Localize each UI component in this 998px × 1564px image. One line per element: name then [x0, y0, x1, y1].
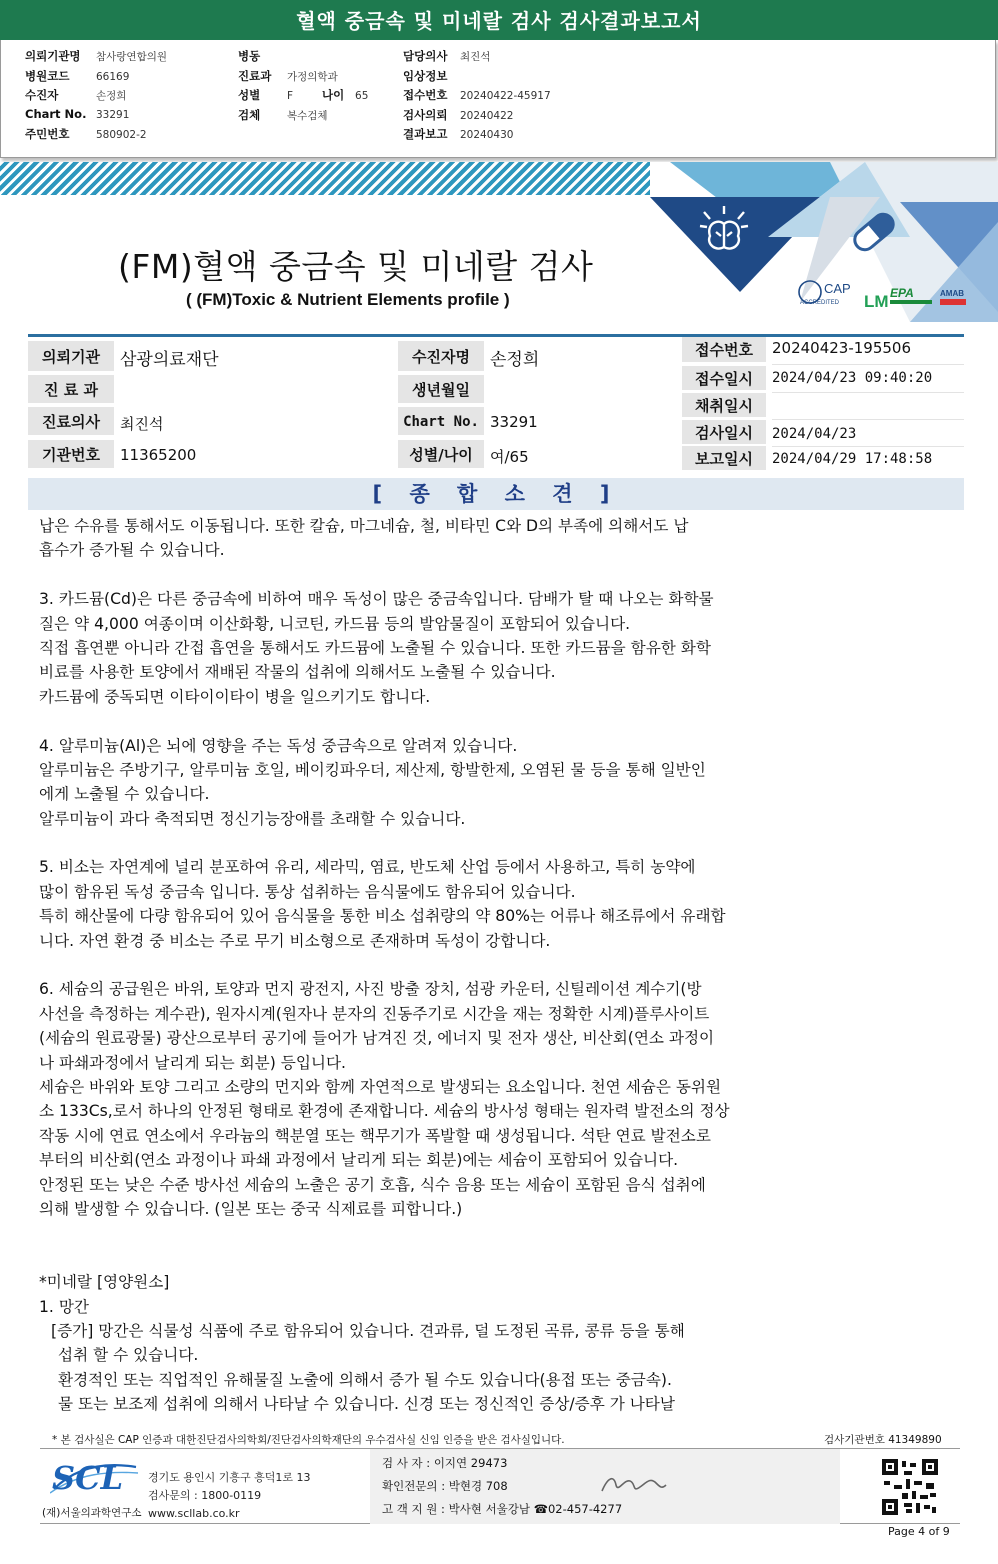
header-row — [403, 126, 551, 146]
staff-box — [370, 1449, 840, 1524]
header-value: 66169 — [96, 70, 130, 83]
header-col-3 — [403, 48, 551, 146]
header-label: 병동 — [238, 49, 261, 63]
summary-line — [39, 563, 919, 587]
header-row — [403, 107, 551, 127]
field-value: 여/65 — [490, 448, 529, 466]
page-number: Page 4 of 9 — [888, 1525, 950, 1538]
contact-info — [148, 1469, 311, 1523]
field-value: 최진석 — [120, 415, 164, 433]
amab-logo: AMAB — [940, 289, 964, 298]
header-row — [25, 126, 167, 146]
header-label: 임상정보 — [403, 68, 448, 83]
header-label: 담당의사 — [403, 49, 448, 63]
header-label: 나이 — [322, 88, 345, 102]
decorative-graphic — [650, 162, 998, 322]
summary-line: 흡수가 증가될 수 있습니다. — [39, 541, 225, 560]
header-value: 손정희 — [96, 90, 127, 102]
header-value: 33291 — [96, 108, 130, 121]
summary-lines — [39, 514, 919, 1319]
report-subtitle: ( (FM)Toxic & Nutrient Elements profile ) — [186, 290, 510, 309]
header-value: 복수검체 — [287, 109, 328, 122]
summary-line: 알루미늄은 주방기구, 알루미늄 호일, 베이킹파우더, 제산제, 항발한제, 오염된 물 등을 통해 일반인 — [39, 760, 706, 779]
field-label: 보고일시 — [682, 446, 766, 472]
summary-line: 니다. 자연 환경 중 비소는 주로 무기 비소형으로 존재하며 독성이 강합니다. — [39, 931, 551, 950]
header-col-2 — [238, 48, 368, 126]
summary-line: 납은 수유를 통해서도 이동됩니다. 또한 칼슘, 마그네슘, 철, 비타민 C와 D의 부족에 의해서도 납 — [39, 517, 689, 535]
field-label: 접수번호 — [682, 337, 766, 364]
field-value: 11365200 — [120, 446, 197, 464]
header-row — [238, 48, 368, 68]
summary-indented-lines — [39, 1319, 919, 1417]
summary-body — [39, 514, 919, 1416]
epa-logo: EPA — [890, 286, 914, 300]
header-label: 수진자 — [25, 88, 59, 102]
org-name: (재)서울의과학연구소 — [42, 1507, 142, 1519]
header-row — [238, 87, 368, 107]
summary-line: 의해 발생할 수 있습니다. (일본 또는 중국 식제료를 피합니다.) — [39, 1199, 463, 1218]
summary-line: 에게 노출될 수 있습니다. — [39, 785, 210, 804]
header-value: 20240422 — [460, 109, 514, 122]
header-label: 검체 — [238, 107, 261, 122]
field-label: Chart No. — [398, 407, 484, 437]
cap-accredited: ACCREDITED — [800, 300, 840, 306]
header-label: 성별 — [238, 88, 261, 102]
field-label: 생년월일 — [398, 375, 484, 405]
qr-code-icon — [882, 1459, 938, 1515]
scl-logo: SCL — [52, 1459, 124, 1497]
summary-line — [39, 1246, 919, 1270]
website: www.scllab.co.kr — [148, 1507, 240, 1520]
summary-line: 작동 시에 연료 연소에서 우라늄의 핵분열 또는 핵무기가 폭발할 때 생성됩니다. 석탄 연료 발전소로 — [39, 1126, 711, 1145]
header-value: 참사랑연합의원 — [96, 51, 168, 63]
summary-line: 많이 함유된 독성 중금속 입니다. 통상 섭취하는 음식물에도 함유되어 있습니다. — [39, 882, 576, 901]
summary-line: 세슘은 바위와 토양 그리고 소량의 먼지와 함께 자연적으로 발생되는 요소입니다. 천연 세슘은 동위원 — [39, 1077, 722, 1096]
header-row — [25, 87, 167, 107]
report-title: (FM)혈액 중금속 및 미네랄 검사 — [118, 247, 594, 286]
tester: 검 사 자 : 이지연 29473 — [382, 1456, 508, 1470]
field-value: 20240423-195506 — [772, 339, 912, 357]
header-label: 검사의뢰 — [403, 107, 448, 122]
summary-line — [39, 831, 919, 855]
decorative-stripes — [0, 162, 650, 195]
header-row — [403, 68, 551, 88]
summary-line: 3. 카드뮴(Cd)은 다른 중금속에 비하여 매우 독성이 많은 중금속입니다. 담배가 탈 때 나오는 화학물 — [39, 590, 714, 609]
summary-line — [39, 953, 919, 977]
field-value: 손정희 — [490, 350, 540, 370]
header-value: 20240430 — [460, 129, 514, 141]
header-value: 20240422-45917 — [460, 90, 551, 102]
summary-line: 질은 약 4,000 여종이며 이산화황, 니코틴, 카드뮴 등의 발암물질이 포함되어 있습니다. — [39, 614, 631, 633]
summary-line: *미네랄 [영양원소] — [39, 1273, 170, 1292]
field-value: 삼광의료재단 — [120, 350, 219, 370]
field-label: 의뢰기관 — [28, 341, 114, 373]
header-row — [25, 68, 167, 88]
header-value: 최진석 — [460, 51, 491, 63]
summary-line: 카드뮴에 중독되면 이타이이타이 병을 일으키기도 합니다. — [39, 687, 431, 706]
inquiry-phone: 검사문의 : 1800-0119 — [148, 1489, 262, 1502]
summary-heading: [ 종 합 소 견 ] — [28, 478, 964, 510]
summary-line — [39, 1221, 919, 1245]
footer — [40, 1448, 960, 1524]
field-value: 2024/04/29 17:48:58 — [772, 451, 933, 467]
field-label: 접수일시 — [682, 366, 766, 392]
header-label: 진료과 — [238, 68, 272, 83]
header-label: 주민번호 — [25, 127, 70, 141]
header-value: 65 — [355, 90, 369, 102]
header-label: 접수번호 — [403, 88, 448, 102]
accreditation-note: * 본 검사실은 CAP 인증과 대한진단검사의학회/진단검사의학재단의 우수검사실 신임 인증을 받은 검사실입니다. — [52, 1434, 565, 1446]
summary-line: 6. 세슘의 공급원은 바위, 토양과 먼지 광전지, 사진 방출 장치, 섬광 카운터, 신틸레이션 계수기(방 — [39, 980, 702, 999]
summary-line — [39, 709, 919, 733]
header-row — [403, 48, 551, 68]
summary-line-indented: 물 또는 보조제 섭취에 의해서 나타날 수 있습니다. 신경 또는 정신적인 증상/증후 가 나타날 — [58, 1395, 675, 1414]
lm-logo: LM — [864, 292, 889, 311]
patient-info-table — [28, 334, 964, 474]
header-value: 가정의학과 — [287, 70, 338, 83]
field-label: 검사일시 — [682, 420, 766, 446]
summary-line: 부터의 비산회(연소 과정이나 파쇄 과정에서 날리게 되는 회분)에는 세슘이 포함되어 있습니다. — [39, 1151, 679, 1170]
field-value: 33291 — [490, 413, 538, 431]
field-label: 진 료 과 — [28, 375, 114, 405]
header-label: Chart No. — [25, 106, 87, 121]
field-label: 기관번호 — [28, 440, 114, 470]
agency-number: 검사기관번호 41349890 — [824, 1434, 942, 1446]
summary-line: 나 파쇄과정에서 날리게 되는 회분) 등입니다. — [39, 1053, 346, 1072]
header-row — [25, 107, 167, 127]
cap-logo: CAP — [824, 281, 851, 296]
summary-line: 4. 알루미늄(Al)은 뇌에 영향을 주는 독성 중금속으로 알려져 있습니다. — [39, 736, 518, 755]
summary-line: 알루미늄이 과다 축적되면 정신기능장애를 초래할 수 있습니다. — [39, 809, 466, 828]
customer-support: 고 객 지 원 : 박사현 서울강남 ☎02-457-4277 — [382, 1502, 623, 1516]
specialist: 확인전문의 : 박현경 708 — [382, 1479, 508, 1493]
signature — [598, 1471, 668, 1499]
address: 경기도 용인시 기흥구 흥덕1로 13 — [148, 1471, 311, 1484]
header-value: F — [287, 90, 294, 102]
summary-line: 5. 비소는 자연계에 널리 분포하여 유리, 세라믹, 염료, 반도체 산업 등에서 사용하고, 특히 농약에 — [39, 858, 696, 877]
report-banner: 혈액 중금속 및 미네랄 검사 검사결과보고서 — [0, 0, 998, 40]
summary-line: 특히 해산물에 다량 함유되어 있어 음식물을 통한 비소 섭취량의 약 80%는 어류나 해조류에서 유래합 — [39, 907, 726, 926]
field-label: 성별/나이 — [398, 440, 484, 470]
summary-line: 안정된 또는 낮은 수준 방사선 세슘의 노출은 공기 호흡, 식수 음용 또는 세슘이 포함된 음식 섭취에 — [39, 1175, 706, 1194]
summary-line: (세슘의 원료광물) 광산으로부터 공기에 들어가 남겨진 것, 에너지 및 전자 생산, 비산회(연소 과정이 — [39, 1029, 715, 1048]
summary-line: 비료를 사용한 토양에서 재배된 작물의 섭취에 의해서도 노출될 수 있습니다. — [39, 663, 556, 682]
summary-line-indented: 섭취 할 수 있습니다. — [58, 1346, 199, 1365]
summary-line-indented: [증가] 망간은 식물성 식품에 주로 함유되어 있습니다. 견과류, 덜 도정된 곡류, 콩류 등을 통해 — [51, 1321, 685, 1340]
header-row — [238, 107, 368, 127]
summary-line-indented: 환경적인 또는 직업적인 유해물질 노출에 의해서 증가 될 수도 있습니다(용접 또는 중금속). — [58, 1370, 672, 1389]
field-label: 진료의사 — [28, 407, 114, 437]
summary-line: 소 133Cs,로서 하나의 안정된 형태로 환경에 존재합니다. 세슘의 방사성 형태는 원자력 발전소의 정상 — [39, 1102, 730, 1121]
header-label: 병원코드 — [25, 68, 70, 83]
header-value: 580902-2 — [96, 129, 147, 141]
header-row — [403, 87, 551, 107]
summary-line: 1. 망간 — [39, 1297, 89, 1316]
header-label: 결과보고 — [403, 127, 448, 141]
field-value: 2024/04/23 — [772, 426, 857, 442]
summary-line: 사선을 측정하는 계수관), 원자시계(원자나 분자의 진동주기로 시간을 재는 정확한 시계)플루사이트 — [39, 1004, 710, 1023]
field-label: 수진자명 — [398, 341, 484, 373]
summary-line: 직접 흡연뿐 아니라 간접 흡연을 통해서도 카드뮴에 노출될 수 있습니다. 또한 카드뮴을 함유한 화학 — [39, 638, 711, 657]
header-row — [25, 48, 167, 68]
header-row — [238, 68, 368, 88]
field-label: 채취일시 — [682, 393, 766, 419]
header-label: 의뢰기관명 — [25, 49, 81, 63]
request-info-header — [0, 40, 996, 158]
header-col-1 — [25, 48, 167, 146]
field-value: 2024/04/23 09:40:20 — [772, 370, 933, 386]
